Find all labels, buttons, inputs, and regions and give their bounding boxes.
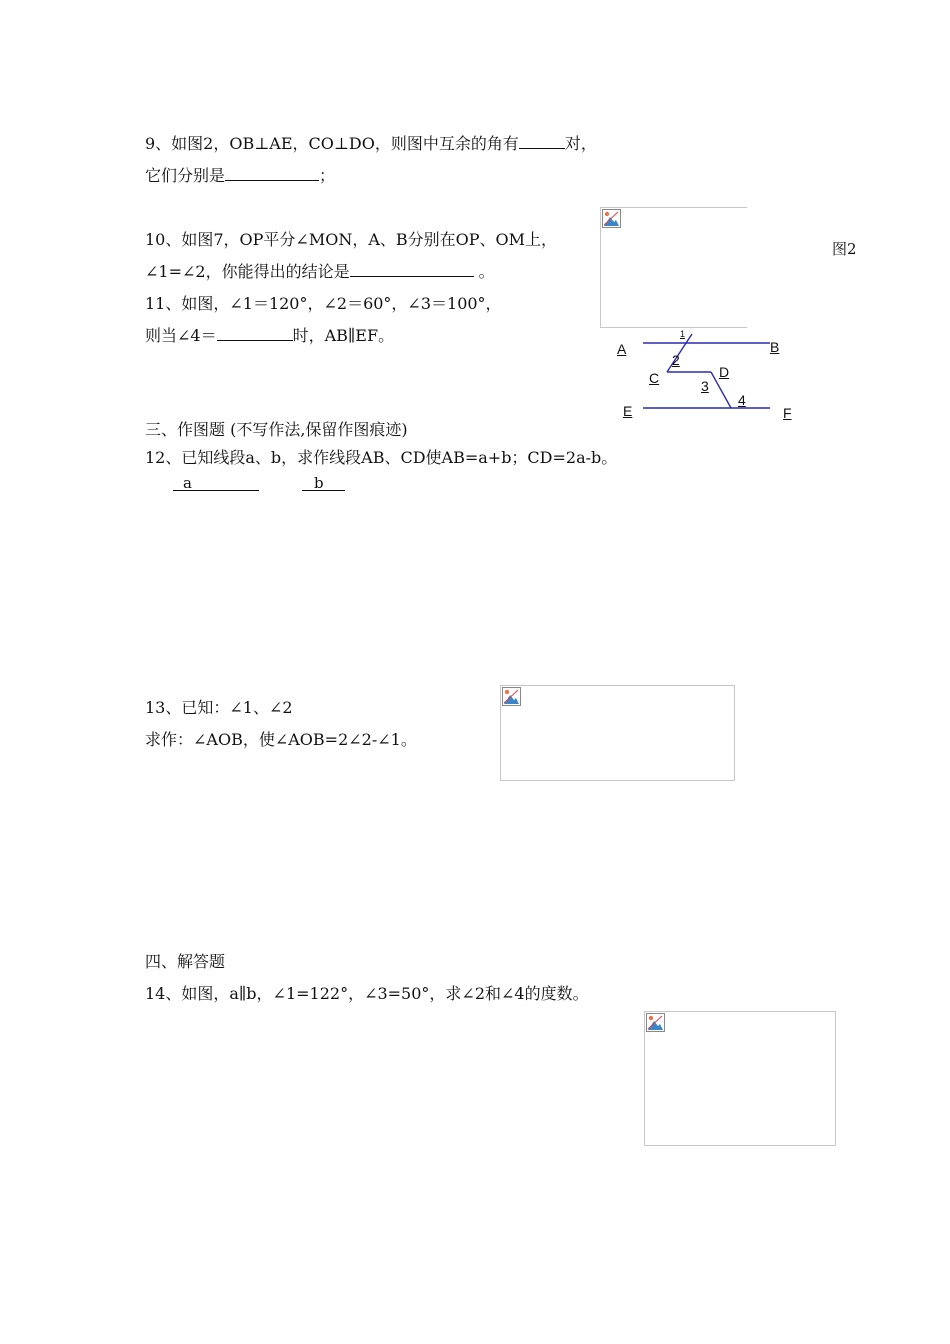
label-angle-3: 3	[701, 378, 709, 394]
q9-answer-blank-list[interactable]	[225, 166, 319, 181]
label-D: D	[719, 364, 730, 380]
figure2-caption: 图2	[832, 240, 857, 258]
broken-image-icon	[502, 687, 521, 706]
section3-title: 三、作图题 (不写作法,保留作图痕迹)	[145, 420, 408, 439]
segment-b	[302, 476, 345, 491]
label-E: E	[623, 403, 633, 419]
q10-answer-blank[interactable]	[350, 262, 474, 277]
q9-answer-blank-count[interactable]	[519, 134, 565, 149]
q9-line1	[145, 134, 597, 154]
angles-image-placeholder	[500, 685, 735, 781]
label-A: A	[617, 341, 627, 357]
label-F: F	[783, 405, 792, 421]
q9-text-suffix: 对，	[564, 134, 597, 153]
label-angle-2: 2	[672, 352, 680, 368]
q11-line1: 11、如图，∠1＝120°，∠2＝60°，∠3＝100°，	[145, 294, 502, 313]
q11-text2-suffix: 时，AB∥EF。	[292, 326, 395, 345]
label-C: C	[649, 370, 660, 386]
q13-line1: 13、已知：∠1、∠2	[145, 698, 293, 717]
label-B: B	[770, 339, 780, 355]
label-angle-4: 4	[738, 392, 746, 408]
q13-line2: 求作：∠AOB，使∠AOB=2∠2-∠1。	[145, 730, 417, 749]
q10-text2: ∠1=∠2，你能得出的结论是	[145, 262, 350, 281]
q9-text2-suffix: ；	[319, 166, 336, 185]
q10-line2	[145, 262, 495, 282]
q11-line2	[145, 326, 394, 346]
q14-image-placeholder	[644, 1011, 836, 1146]
q14-text: 14、如图，a∥b，∠1=122°，∠3=50°，求∠2和∠4的度数。	[145, 984, 589, 1003]
q9-line2	[145, 166, 335, 186]
q10-line1: 10、如图7，OP平分∠MON，A、B分别在OP、OM上，	[145, 230, 558, 249]
q11-answer-blank[interactable]	[217, 326, 293, 341]
segment-a-label: a	[183, 474, 192, 492]
segment-a	[173, 476, 259, 491]
broken-image-icon	[646, 1013, 665, 1032]
section4-title: 四、解答题	[145, 952, 226, 971]
q12-text: 12、已知线段a、b，求作线段AB、CD使AB=a+b；CD=2a-b。	[145, 448, 618, 467]
segment-b-label: b	[314, 474, 324, 492]
label-angle-1: 1	[680, 329, 686, 339]
q9-text: 9、如图2，OB⊥AE，CO⊥DO，则图中互余的角有	[145, 134, 519, 153]
q10-text2-suffix: 。	[473, 262, 495, 281]
figure7-image-placeholder	[600, 207, 747, 328]
q11-text2: 则当∠4＝	[145, 326, 217, 345]
q9-text2: 它们分别是	[145, 166, 226, 185]
broken-image-icon	[602, 209, 621, 228]
